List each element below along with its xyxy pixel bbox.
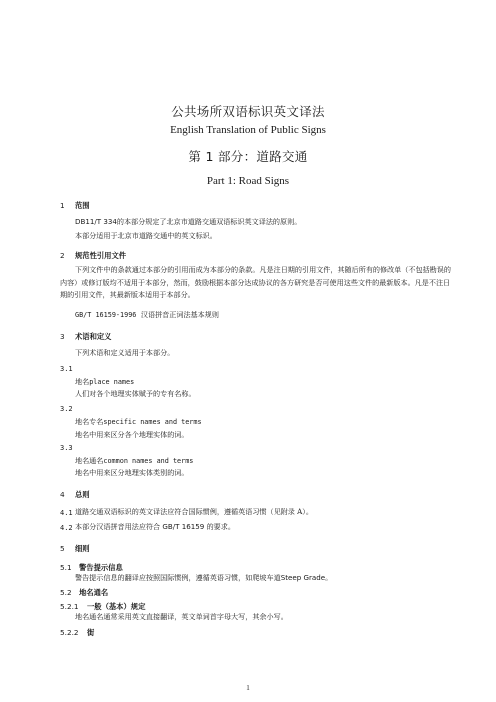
term-definition: 地名中用来区分各个地理实体的词。 — [75, 430, 189, 439]
term-name — [75, 377, 134, 387]
term-chinese: 地名 — [75, 377, 90, 386]
section-1-paragraph-2: 本部分适用于北京市道路交通中的英文标识。 — [75, 231, 217, 240]
section-4-heading — [60, 490, 90, 500]
document-title-english: English Translation of Public Signs — [170, 124, 326, 136]
english-example: Steep Grade — [280, 573, 326, 582]
section-2-paragraph: 下列文件中的条款通过本部分的引用而成为本部分的条款。凡是注日期的引用文件，其随后所有的修改单（不包括勘误的内容）或修订版均不适用于本部分，然而，鼓励根据本部分达成协议的各方研究是否可使用这些文件的最新版本。凡是不注日期的引用文件，其最新版本适用于本部分。 — [60, 265, 451, 300]
clause-text: 道路交通双语标识的英文译法应符合国际惯例，遵循英语习惯（见附录 A）。 — [75, 507, 313, 516]
subsection-title: 一般（基本）规定 — [87, 602, 146, 611]
clause-text-part: 的要求。 — [204, 522, 235, 531]
term-name — [75, 456, 193, 466]
section-number: 4 — [60, 490, 65, 499]
section-title: 规范性引用文件 — [75, 251, 127, 260]
reference-code: GB/T 16159-1996 — [75, 311, 137, 319]
section-number: 1 — [60, 201, 65, 210]
subsection-5-2-1-text: 地名通名通常采用英文直接翻译，英文单词首字母大写，其余小写。 — [75, 612, 288, 621]
subsection-number: 5.2 — [60, 588, 72, 597]
subsection-title: 警告提示信息 — [79, 563, 123, 572]
clause-number: 4.2 — [60, 524, 73, 532]
term-definition: 地名中用来区分地理实体类别的词。 — [75, 468, 189, 477]
term-number: 3.2 — [60, 405, 73, 413]
term-english: specific names and terms — [103, 418, 202, 426]
section-2-heading — [60, 251, 126, 261]
term-chinese: 地名通名 — [75, 456, 104, 465]
subsection-number: 5.2.1 — [60, 602, 79, 611]
clause-number: 4.1 — [60, 509, 73, 517]
normative-reference — [75, 309, 455, 322]
section-number: 5 — [60, 544, 65, 553]
subsection-number: 5.1 — [60, 563, 72, 572]
term-definition: 人们对各个地理实体赋予的专有名称。 — [75, 389, 196, 398]
clause-text — [75, 521, 455, 534]
page-number: 1 — [246, 684, 250, 692]
subsection-5-2-heading — [60, 588, 108, 598]
term-number: 3.1 — [60, 365, 73, 373]
subsection-title: 街 — [87, 628, 95, 637]
section-title: 细则 — [75, 544, 90, 553]
section-number: 3 — [60, 332, 65, 341]
section-number: 2 — [60, 251, 65, 260]
term-chinese: 地名专名 — [75, 417, 104, 426]
term-number: 3.3 — [60, 444, 73, 452]
paragraph-text: 警告提示信息的翻译应按照国际惯例，遵循英语习惯，如爬坡车道 — [75, 573, 281, 582]
part-title-english: Part 1: Road Signs — [206, 175, 290, 187]
punctuation: 。 — [325, 573, 333, 582]
clause-text-part: 本部分汉语拼音用法应符合 — [75, 522, 163, 531]
section-3-intro: 下列术语和定义适用于本部分。 — [75, 348, 175, 357]
term-english: common names and terms — [103, 457, 194, 465]
section-1-heading — [60, 201, 90, 211]
subsection-5-2-2-heading — [60, 628, 94, 638]
paragraph-text: 的本部分规定了北京市道路交通双语标识英文译法的原则。 — [116, 217, 302, 226]
section-title: 术语和定义 — [75, 332, 112, 341]
section-3-heading — [60, 332, 111, 342]
term-english: place names — [89, 378, 135, 386]
standard-code: GB/T 16159 — [162, 522, 205, 531]
subsection-title: 地名通名 — [79, 588, 109, 597]
reference-title: 汉语拼音正词法基本规则 — [140, 310, 219, 319]
part-title-chinese: 第 1 部分：道路交通 — [188, 149, 308, 164]
term-name — [75, 417, 202, 427]
document-title-chinese: 公共场所双语标识英文译法 — [171, 104, 325, 119]
subsection-number: 5.2.2 — [60, 628, 79, 637]
section-1-paragraph-1 — [75, 216, 455, 229]
section-5-heading — [60, 544, 90, 554]
subsection-5-1-text — [75, 572, 455, 585]
standard-code: DB11/T 334 — [75, 217, 117, 226]
section-title: 总则 — [75, 490, 90, 499]
section-title: 范围 — [75, 201, 90, 210]
